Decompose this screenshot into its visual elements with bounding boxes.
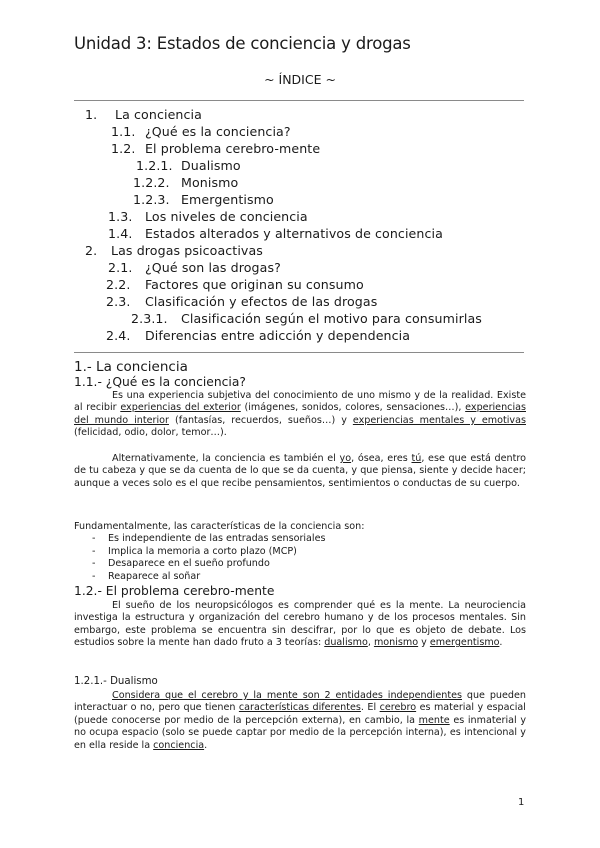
paragraph-definicion: Es una experiencia subjetiva del conocimiento de uno mismo y de la realidad. Existe al recibir experiencias del exterior (imágenes, sonidos, colores, sensaciones…), experiencias del mundo interior (fantasías, recuerdos, sueños…) y experiencias mentales y emotivas (felicidad, odio, dolor, temor…). bbox=[74, 390, 526, 439]
heading-problema-cerebro-mente: 1.2.- El problema cerebro-mente bbox=[74, 584, 275, 598]
heading-que-es-la-conciencia: 1.1.- ¿Qué es la conciencia? bbox=[74, 375, 246, 389]
paragraph-el-yo: Alternativamente, la conciencia es también el yo, ósea, eres tú, ese que está dentro de tu cabeza y que se da cuenta de lo que se da cuenta, y que piensa, siente y decide hacer; aunque a veces solo es el que recibe pensamientos, sentimientos o conductas de su cuerpo. bbox=[74, 453, 526, 489]
page-number: 1 bbox=[518, 797, 525, 808]
heading-la-conciencia: 1.- La conciencia bbox=[74, 359, 188, 375]
document-title: Unidad 3: Estados de conciencia y drogas bbox=[74, 34, 411, 53]
toc-item-1-1[interactable]: 1.1. ¿Qué es la conciencia? bbox=[111, 124, 291, 139]
toc-item-2-3-1[interactable]: 2.3.1. Clasificación según el motivo para consumirlas bbox=[131, 311, 482, 326]
index-title: ~ ÍNDICE ~ bbox=[264, 72, 336, 87]
heading-dualismo: 1.2.1.- Dualismo bbox=[74, 676, 158, 687]
index-top-divider bbox=[74, 100, 524, 101]
toc-item-2-4[interactable]: 2.4. Diferencias entre adicción y dependencia bbox=[106, 328, 411, 343]
toc-item-1-4[interactable]: 1.4. Estados alterados y alternativos de conciencia bbox=[108, 226, 443, 241]
toc-item-1-2-1[interactable]: 1.2.1. Dualismo bbox=[136, 158, 241, 173]
toc-item-2[interactable]: 2. Las drogas psicoactivas bbox=[85, 243, 263, 258]
paragraph-caracteristicas: Fundamentalmente, las características de la conciencia son: bbox=[74, 521, 365, 532]
list-item: - Es independiente de las entradas sensoriales bbox=[92, 533, 326, 546]
toc-item-1[interactable]: 1. La conciencia bbox=[85, 107, 202, 122]
toc-item-2-3[interactable]: 2.3. Clasificación y efectos de las drogas bbox=[106, 294, 378, 309]
paragraph-neurociencia: El sueño de los neuropsicólogos es comprender qué es la mente. La neurociencia investiga la estructura y organización del cerebro humano y de los procesos mentales. Sin embargo, este problema se encuentra sin descifrar, por lo que es objeto de debate. Los estudios sobre la mente han dado fruto a 3 teorías: dualismo, monismo y emergentismo. bbox=[74, 600, 526, 649]
list-item: - Implica la memoria a corto plazo (MCP) bbox=[92, 546, 326, 559]
caracteristicas-list bbox=[92, 533, 326, 583]
list-item: - Reaparece al soñar bbox=[92, 571, 326, 584]
list-item: - Desaparece en el sueño profundo bbox=[92, 558, 326, 571]
toc-item-2-2[interactable]: 2.2. Factores que originan su consumo bbox=[106, 277, 364, 292]
toc-item-1-2-3[interactable]: 1.2.3. Emergentismo bbox=[133, 192, 274, 207]
toc-item-2-1[interactable]: 2.1. ¿Qué son las drogas? bbox=[108, 260, 281, 275]
toc-item-1-2[interactable]: 1.2. El problema cerebro-mente bbox=[111, 141, 321, 156]
toc-item-1-3[interactable]: 1.3. Los niveles de conciencia bbox=[108, 209, 308, 224]
index-bottom-divider bbox=[74, 352, 524, 353]
toc-item-1-2-2[interactable]: 1.2.2. Monismo bbox=[133, 175, 239, 190]
paragraph-dualismo: Considera que el cerebro y la mente son 2 entidades independientes que pueden interactuar o no, pero que tienen características diferentes. El cerebro es material y espacial (puede conocerse por medio de la percepción externa), en cambio, la mente es inmaterial y no ocupa espacio (solo se puede captar por medio de la percepción interna), es intencional y en ella reside la conciencia. bbox=[74, 690, 527, 751]
